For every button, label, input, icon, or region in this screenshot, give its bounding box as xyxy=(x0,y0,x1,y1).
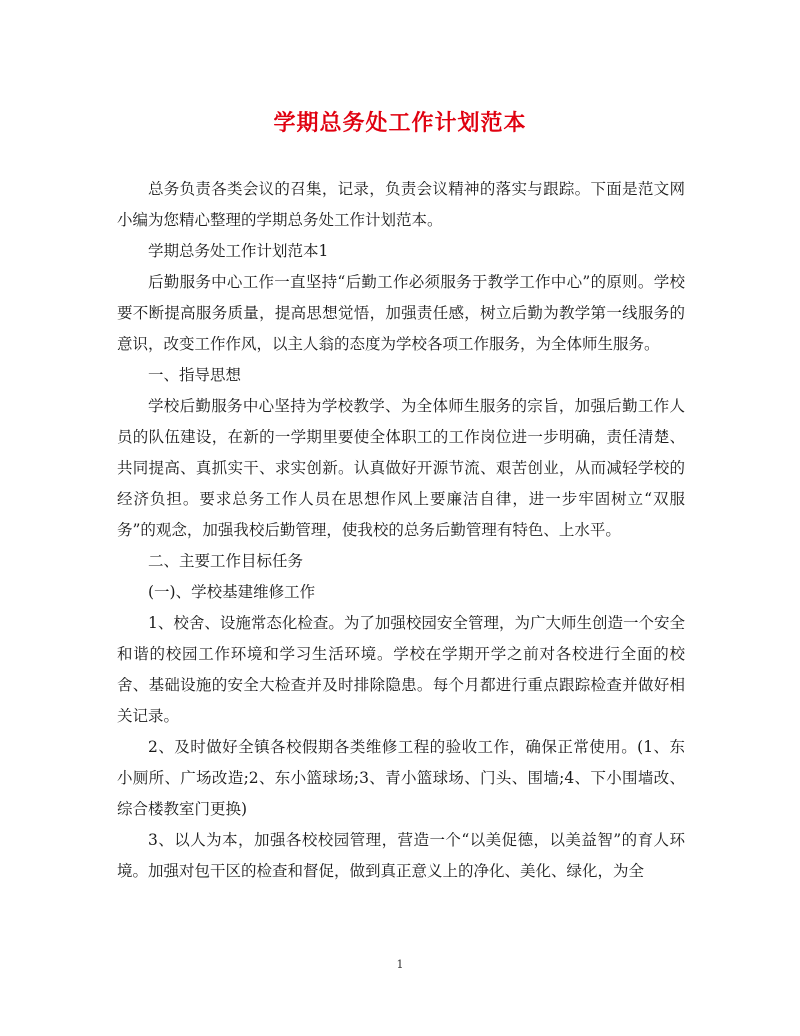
plan-subtitle: 学期总务处工作计划范本1 xyxy=(148,242,329,260)
subsection-heading: (一)、学校基建维修工作 xyxy=(148,583,316,601)
body-paragraph: 3、以人为本，加强各校校园管理，营造一个“以美促德，以美益智”的育人环境。加强对包干区的检查和督促，做到真正意义上的净化、美化、绿化，为全 xyxy=(117,831,685,880)
page-number: 1 xyxy=(396,958,404,971)
section-heading: 一、指导思想 xyxy=(148,366,242,384)
body-paragraph: 1、校舍、设施常态化检查。为了加强校园安全管理，为广大师生创造一个安全和谐的校园工作环境和学习生活环境。学校在学期开学之前对各校进行全面的校舍、基础设施的安全大检查并及时排除隐患。每个月都进行重点跟踪检查并做好相关记录。 xyxy=(117,614,685,725)
document-body xyxy=(117,174,685,887)
body-paragraph: 学校后勤服务中心坚持为学校教学、为全体师生服务的宗旨，加强后勤工作人员的队伍建设，在新的一学期里要使全体职工的工作岗位进一步明确，责任清楚、共同提高、真抓实干、求实创新。认真做好开源节流、艰苦创业，从而减轻学校的经济负担。要求总务工作人员在思想作风上要廉洁自律，进一步牢固树立“双服务”的观念，加强我校后勤管理，使我校的总务后勤管理有特色、上水平。 xyxy=(117,397,685,539)
body-paragraph: 后勤服务中心工作一直坚持“后勤工作必须服务于教学工作中心”的原则。学校要不断提高服务质量，提高思想觉悟，加强责任感，树立后勤为教学第一线服务的意识，改变工作作风，以主人翁的态度为学校各项工作服务，为全体师生服务。 xyxy=(117,273,685,353)
document-title: 学期总务处工作计划范本 xyxy=(273,110,527,136)
body-paragraph: 2、及时做好全镇各校假期各类维修工程的验收工作，确保正常使用。(1、东小厕所、广场改造;2、东小篮球场;3、青小篮球场、门头、围墙;4、下小围墙改、综合楼教室门更换) xyxy=(117,738,685,818)
intro-paragraph: 总务负责各类会议的召集，记录，负责会议精神的落实与跟踪。下面是范文网小编为您精心整理的学期总务处工作计划范本。 xyxy=(117,180,685,229)
section-heading: 二、主要工作目标任务 xyxy=(148,552,304,570)
